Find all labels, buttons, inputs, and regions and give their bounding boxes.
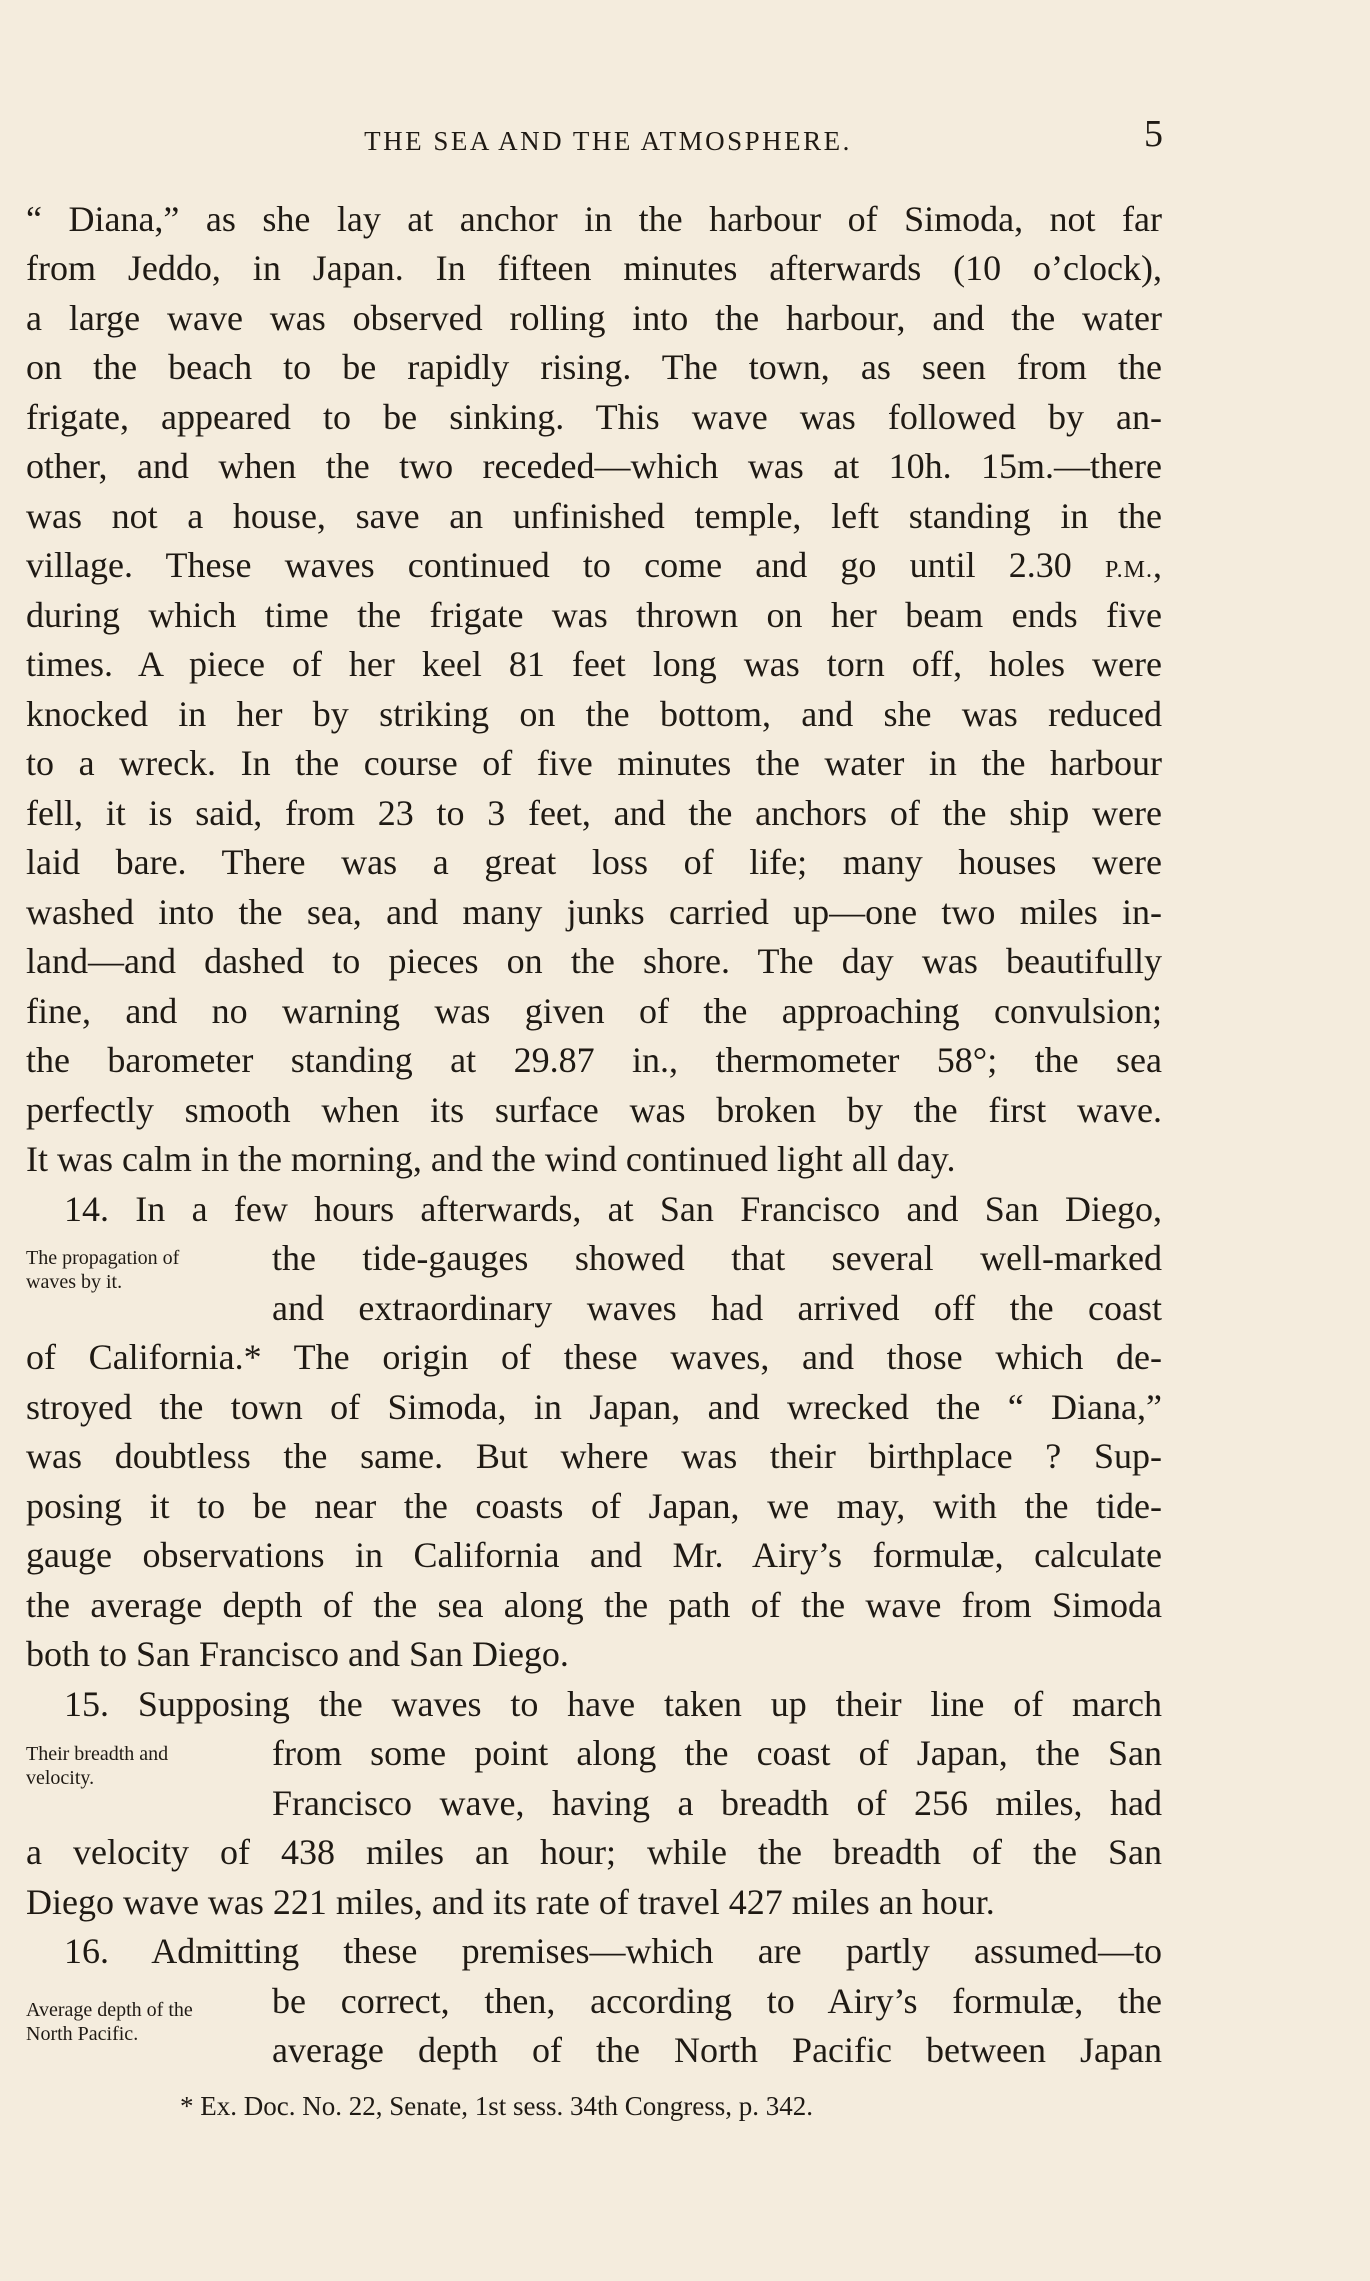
text-line: Francisco wave, having a breadth of 256 miles, had <box>272 1783 1162 1823</box>
text-line: gauge observations in California and Mr. Airy’s formulæ, calculate <box>26 1535 1162 1575</box>
text-line: perfectly smooth when its surface was broken by the first wave. <box>26 1090 1162 1130</box>
text-line: and extraordinary waves had arrived off the coast <box>272 1288 1162 1328</box>
margin-note-line: The propagation of <box>26 1247 180 1269</box>
text-line: frigate, appeared to be sinking. This wave was followed by an- <box>26 397 1162 437</box>
page-number: 5 <box>1144 113 1163 155</box>
text-line: average depth of the North Pacific between Japan <box>272 2030 1162 2070</box>
footnote: * Ex. Doc. No. 22, Senate, 1st sess. 34th Congress, p. 342. <box>180 2091 813 2121</box>
running-header: THE SEA AND THE ATMOSPHERE. <box>364 126 852 156</box>
text-line: posing it to be near the coasts of Japan, we may, with the tide- <box>26 1486 1162 1526</box>
margin-note-line: velocity. <box>26 1767 95 1789</box>
text-segment: village. These waves continued to come and go until 2.30 <box>26 545 1105 585</box>
text-line: laid bare. There was a great loss of life; many houses were <box>26 842 1162 882</box>
text-line: times. A piece of her keel 81 feet long was torn off, holes were <box>26 644 1162 684</box>
text-line: the barometer standing at 29.87 in., thermometer 58°; the sea <box>26 1040 1162 1080</box>
text-line: both to San Francisco and San Diego. <box>26 1634 569 1674</box>
text-line: on the beach to be rapidly rising. The town, as seen from the <box>26 347 1162 387</box>
text-line <box>26 540 1162 590</box>
text-line: land—and dashed to pieces on the shore. The day was beautifully <box>26 941 1162 981</box>
margin-note-line: North Pacific. <box>26 2023 139 2045</box>
text-line: other, and when the two receded—which was at 10h. 15m.—there <box>26 446 1162 486</box>
text-line: fine, and no warning was given of the approaching convulsion; <box>26 991 1162 1031</box>
margin-note-line: waves by it. <box>26 1271 123 1293</box>
margin-note-breadth <box>26 1742 266 1790</box>
text-line: a velocity of 438 miles an hour; while the breadth of the San <box>26 1832 1162 1872</box>
text-line: during which time the frigate was thrown on her beam ends five <box>26 595 1162 635</box>
text-line: stroyed the town of Simoda, in Japan, and wrecked the “ Diana,” <box>26 1387 1162 1427</box>
text-line: “ Diana,” as she lay at anchor in the harbour of Simoda, not far <box>26 199 1162 239</box>
text-line: Diego wave was 221 miles, and its rate of travel 427 miles an hour. <box>26 1882 995 1922</box>
text-line: of California.* The origin of these waves, and those which de- <box>26 1337 1162 1377</box>
margin-note-propagation <box>26 1246 266 1294</box>
text-line: be correct, then, according to Airy’s formulæ, the <box>272 1981 1162 2021</box>
paragraph-15-first-line: 15. Supposing the waves to have taken up their line of march <box>64 1684 1162 1724</box>
text-line: from some point along the coast of Japan, the San <box>272 1733 1162 1773</box>
text-line: was doubtless the same. But where was their birthplace ? Sup- <box>26 1436 1162 1476</box>
text-line: the average depth of the sea along the path of the wave from Simoda <box>26 1585 1162 1625</box>
text-line: was not a house, save an unfinished temple, left standing in the <box>26 496 1162 536</box>
text-line: knocked in her by striking on the bottom, and she was reduced <box>26 694 1162 734</box>
margin-note-line: Average depth of the <box>26 1999 193 2021</box>
margin-note-depth <box>26 1998 266 2046</box>
text-line: to a wreck. In the course of five minutes the water in the harbour <box>26 743 1162 783</box>
text-line: the tide-gauges showed that several well-marked <box>272 1238 1162 1278</box>
paragraph-16-first-line: 16. Admitting these premises—which are partly assumed—to <box>64 1931 1162 1971</box>
text-line: fell, it is said, from 23 to 3 feet, and the anchors of the ship were <box>26 793 1162 833</box>
text-line: from Jeddo, in Japan. In fifteen minutes afterwards (10 o’clock), <box>26 248 1162 288</box>
margin-note-line: Their breadth and <box>26 1743 169 1765</box>
text-line: a large wave was observed rolling into the harbour, and the water <box>26 298 1162 338</box>
text-line: washed into the sea, and many junks carried up—one two miles in- <box>26 892 1162 932</box>
text-line: It was calm in the morning, and the wind continued light all day. <box>26 1139 956 1179</box>
small-caps-pm: P.M. <box>1104 557 1153 583</box>
paragraph-14-first-line: 14. In a few hours afterwards, at San Francisco and San Diego, <box>64 1189 1162 1229</box>
text-segment: , <box>1153 545 1162 585</box>
